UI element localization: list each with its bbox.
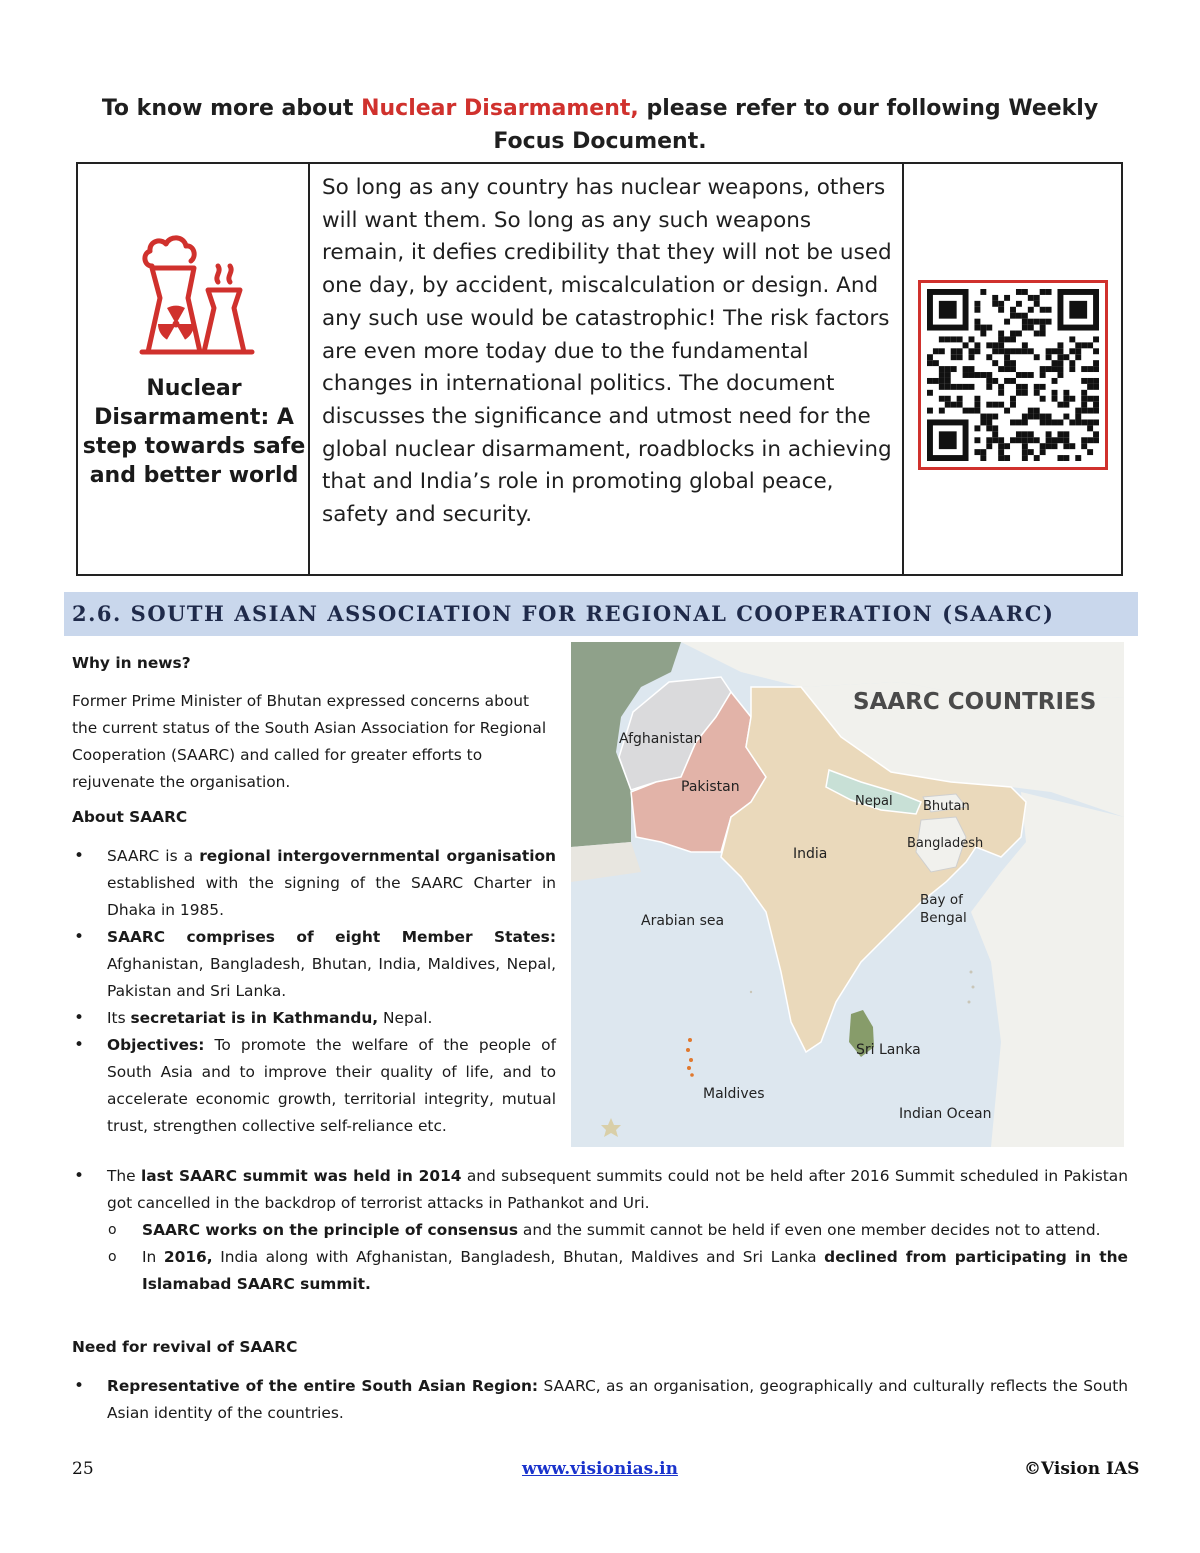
focus-description: So long as any country has nuclear weapons, others will want them. So long as any such weapons remain, it defies credibility that they will not be used one day, by accident, miscalculation or design. And any such use would be catastrophic! The risk factors are even more today due to the fundamental changes in international politics. The document discusses the significance and utmost need for the global nuclear disarmament, roadblocks in achieving that and India’s role in promoting global peace, safety and security. — [322, 175, 892, 528]
list-item — [72, 843, 556, 924]
heading-post: please refer to our following Weekly Focus Document. — [493, 96, 1099, 154]
text-bold: Representative of the entire South Asian Region: — [107, 1377, 539, 1395]
label-afghanistan: Afghanistan — [619, 731, 703, 747]
text-bold: last SAARC summit was held in 2014 — [140, 1167, 462, 1185]
about-list — [72, 843, 556, 1140]
text: To promote the welfare of the people of South Asia and to improve their quality of life, and to accelerate economic growth, territorial integrity, mutual trust, strengthen collective self-reliance etc. — [107, 1036, 556, 1135]
text: established with the signing of the SAARC Charter in Dhaka in 1985. — [107, 874, 556, 919]
text: The — [107, 1167, 141, 1185]
revival-list — [72, 1373, 1128, 1427]
saarc-map-image — [571, 642, 1124, 1147]
text: and the summit cannot be held if even one member decides not to attend. — [518, 1221, 1101, 1239]
heading-pre: To know more about — [101, 96, 362, 121]
label-maldives: Maldives — [703, 1086, 765, 1102]
weekly-focus-heading — [80, 92, 1120, 158]
nuclear-plant-icon — [134, 228, 258, 356]
label-indian-ocean: Indian Ocean — [899, 1106, 992, 1122]
text-bold: regional intergovernmental organisation — [199, 847, 556, 865]
label-arabian-sea: Arabian sea — [641, 913, 725, 929]
label-bhutan: Bhutan — [923, 799, 970, 814]
list-item — [72, 1005, 556, 1032]
text: India along with Afghanistan, Bangladesh, Bhutan, Maldives and Sri Lanka — [212, 1248, 825, 1266]
text: SAARC, as an organisation, geographically and culturally reflects the South Asian identity of the countries. — [107, 1377, 1128, 1422]
label-india: India — [793, 846, 828, 862]
text-bold: secretariat is in Kathmandu, — [130, 1009, 379, 1027]
label-sri-lanka: Sri Lanka — [856, 1042, 921, 1058]
text-bold: declined from participating in the Islamabad SAARC summit. — [142, 1248, 1128, 1293]
text: Its — [107, 1009, 131, 1027]
revival-heading: Need for revival of SAARC — [72, 1338, 298, 1356]
focus-title-cell — [78, 164, 310, 574]
section-title: 2.6. SOUTH ASIAN ASSOCIATION FOR REGIONAL COOPERATION (SAARC) — [72, 601, 1055, 626]
sub-list-item — [72, 1244, 1128, 1298]
text: Afghanistan, Bangladesh, Bhutan, India, Maldives, Nepal, Pakistan and Sri Lanka. — [107, 955, 556, 1000]
text-bold: SAARC works on the principle of consensus — [142, 1221, 518, 1239]
focus-description-cell — [310, 164, 904, 574]
qr-code[interactable] — [918, 280, 1108, 470]
label-bangladesh: Bangladesh — [907, 836, 984, 851]
list-item — [72, 1373, 1128, 1427]
weekly-focus-table — [76, 162, 1123, 576]
text-bold: Objectives: — [107, 1036, 205, 1054]
page-number: 25 — [72, 1459, 94, 1479]
section-heading — [64, 592, 1138, 636]
about-saarc-heading: About SAARC — [72, 808, 188, 826]
text: Nepal. — [378, 1009, 433, 1027]
qr-cell — [904, 164, 1121, 574]
text-bold: SAARC comprises of eight Member States: — [107, 928, 556, 946]
heading-highlight: Nuclear Disarmament, — [361, 96, 639, 121]
news-paragraph: Former Prime Minister of Bhutan expressed concerns about the current status of the South Asian Association for Regional Cooperation (SAARC) and called for greater efforts to rejuvenate the organisation. — [72, 692, 547, 791]
text: and subsequent summits could not be held after 2016 Summit scheduled in Pakistan got cancelled in the backdrop of terrorist attacks in Pathankot and Uri. — [107, 1167, 1128, 1212]
sub-list-item — [72, 1217, 1128, 1244]
text-bold: 2016, — [163, 1248, 213, 1266]
why-in-news-heading: Why in news? — [72, 654, 191, 672]
text: SAARC is a — [107, 847, 200, 865]
label-nepal: Nepal — [855, 794, 893, 809]
list-item — [72, 1032, 556, 1140]
list-item — [72, 924, 556, 1005]
saarc-map — [571, 642, 1124, 1147]
label-bay-of-bengal: Bay of Bengal — [920, 892, 967, 926]
qr-code-icon — [927, 289, 1099, 461]
focus-title: Nuclear Disarmament: A step towards safe and better world — [82, 376, 306, 488]
label-pakistan: Pakistan — [681, 779, 740, 795]
copyright: ©Vision IAS — [1024, 1459, 1140, 1479]
summit-list — [72, 1163, 1128, 1298]
map-title: SAARC COUNTRIES — [853, 689, 1097, 715]
website-link[interactable]: www.visionias.in — [522, 1459, 678, 1479]
text: In — [142, 1248, 164, 1266]
list-item — [72, 1163, 1128, 1217]
